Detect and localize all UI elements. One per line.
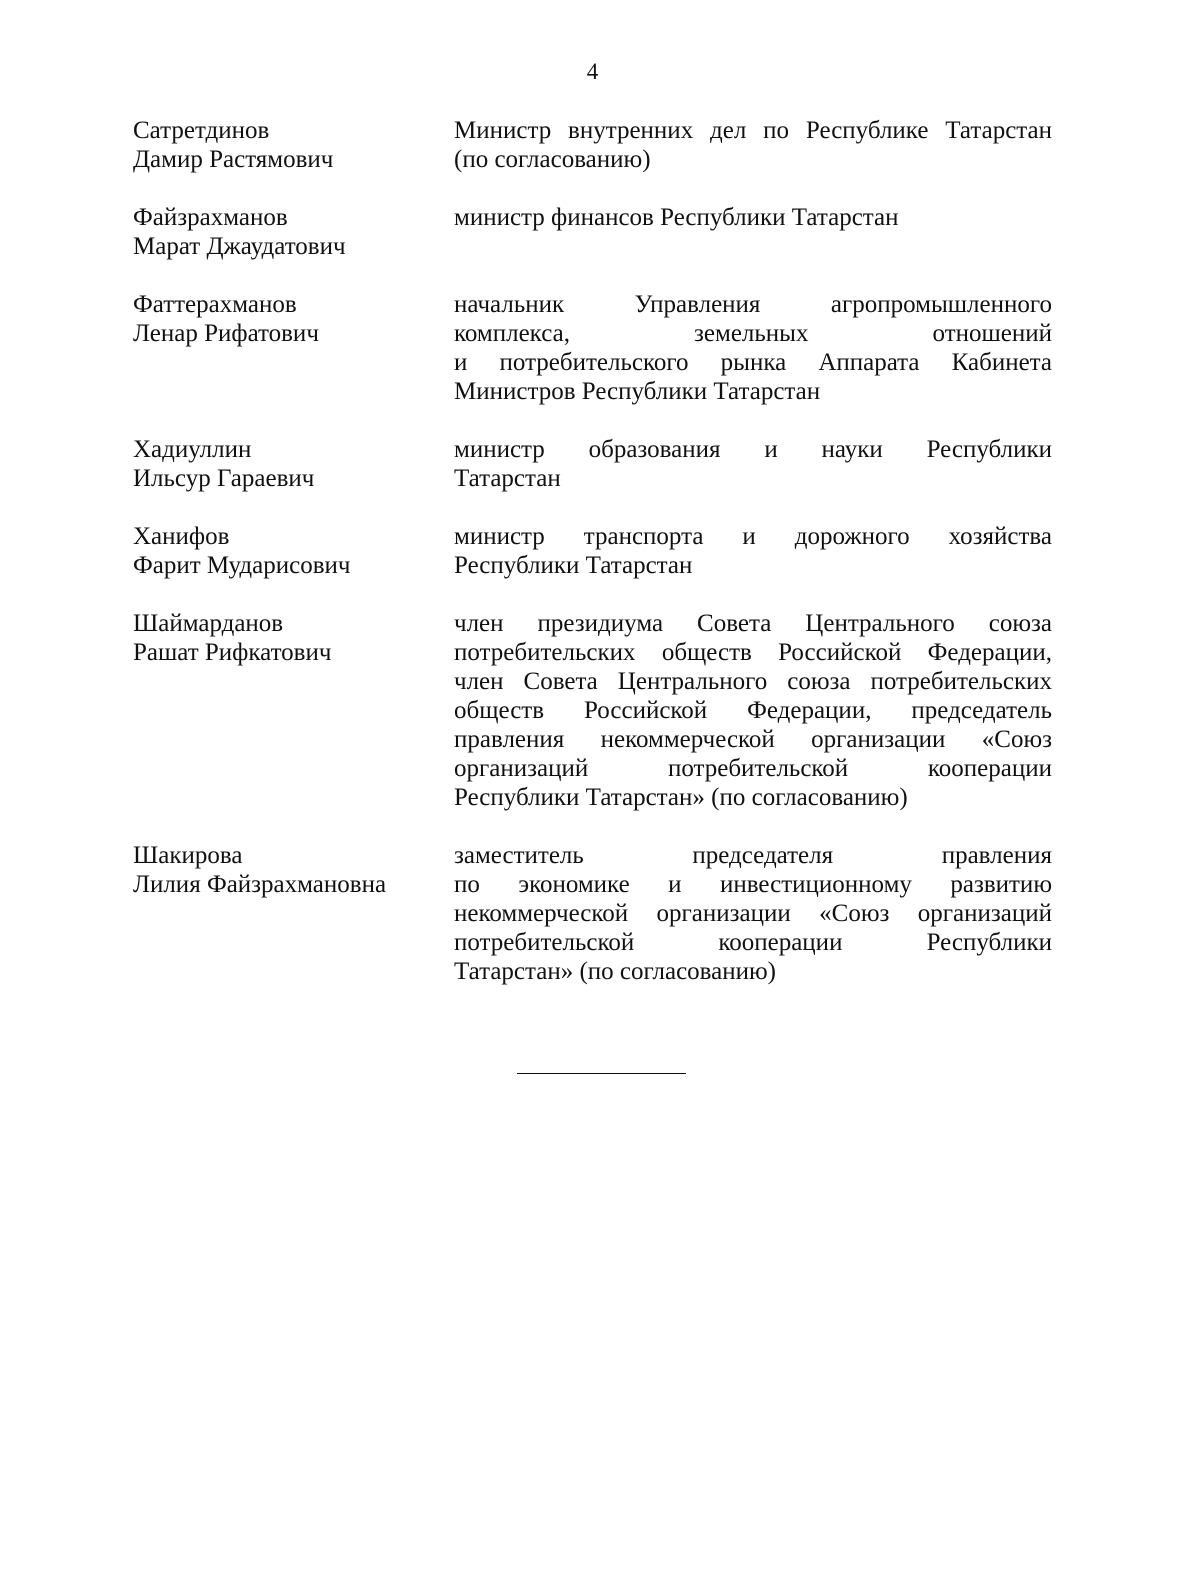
member-position xyxy=(454,522,1052,580)
member-surname: Сатретдинов xyxy=(133,117,270,144)
position-line: член Совета Центрального союза потребительских xyxy=(454,668,1052,695)
position-line: заместитель председателя правления xyxy=(454,842,1052,869)
member-surname: Хадиуллин xyxy=(133,436,252,463)
member-given-names: Ленар Рифатович xyxy=(133,320,319,347)
member-row xyxy=(0,203,1200,261)
member-given-names: Фарит Мударисович xyxy=(133,552,351,579)
member-given-names: Рашат Рифкатович xyxy=(133,639,332,666)
member-row xyxy=(0,609,1200,812)
member-name xyxy=(0,435,453,493)
position-line: организаций потребительской кооперации xyxy=(454,755,1052,782)
member-surname: Ханифов xyxy=(133,523,230,550)
position-line: министр финансов Республики Татарстан xyxy=(454,204,899,231)
member-name xyxy=(0,841,453,986)
position-line: и потребительского рынка Аппарата Кабинета xyxy=(454,349,1052,376)
position-line: Министров Республики Татарстан xyxy=(454,378,821,405)
member-given-names: Марат Джаудатович xyxy=(133,233,346,260)
members-list xyxy=(0,116,1200,1015)
position-line: Министр внутренних дел по Республике Татарстан xyxy=(454,117,1052,144)
position-line: член президиума Совета Центрального союза xyxy=(454,610,1052,637)
member-row xyxy=(0,522,1200,580)
member-surname: Фаттерахманов xyxy=(133,291,297,318)
member-row xyxy=(0,841,1200,986)
member-given-names: Ильсур Гараевич xyxy=(133,465,315,492)
member-given-names: Лилия Файзрахмановна xyxy=(133,871,387,898)
member-name xyxy=(0,609,453,812)
position-line: министр образования и науки Республики xyxy=(454,436,1052,463)
member-position xyxy=(454,290,1052,406)
position-line: Республики Татарстан» (по согласованию) xyxy=(454,784,908,811)
position-line: по экономике и инвестиционному развитию xyxy=(454,871,1052,898)
member-row xyxy=(0,116,1200,174)
position-line: правления некоммерческой организации «Союз xyxy=(454,726,1052,753)
member-surname: Шакирова xyxy=(133,842,243,869)
member-name xyxy=(0,522,453,580)
member-position xyxy=(454,841,1052,986)
position-line: потребительских обществ Российской Федерации, xyxy=(454,639,1052,666)
member-given-names: Дамир Растямович xyxy=(133,146,334,173)
position-line: Республики Татарстан xyxy=(454,552,693,579)
position-line: обществ Российской Федерации, председатель xyxy=(454,697,1052,724)
member-position xyxy=(454,435,1052,493)
page-number: 4 xyxy=(586,59,599,84)
member-row xyxy=(0,435,1200,493)
end-of-list-rule xyxy=(517,1073,686,1074)
position-line: (по согласованию) xyxy=(454,146,651,173)
member-name xyxy=(0,290,453,406)
member-name xyxy=(0,203,453,261)
position-line: Татарстан xyxy=(454,465,561,492)
position-line: Татарстан» (по согласованию) xyxy=(454,958,777,985)
member-position xyxy=(454,203,1052,232)
position-line: министр транспорта и дорожного хозяйства xyxy=(454,523,1052,550)
position-line: некоммерческой организации «Союз организаций xyxy=(454,900,1052,927)
member-name xyxy=(0,116,453,174)
member-surname: Файзрахманов xyxy=(133,204,288,231)
member-position xyxy=(454,116,1052,174)
position-line: начальник Управления агропромышленного xyxy=(454,291,1052,318)
member-position xyxy=(454,609,1052,812)
member-row xyxy=(0,290,1200,406)
position-line: потребительской кооперации Республики xyxy=(454,929,1052,956)
member-surname: Шаймарданов xyxy=(133,610,284,637)
position-line: комплекса, земельных отношений xyxy=(454,320,1052,347)
